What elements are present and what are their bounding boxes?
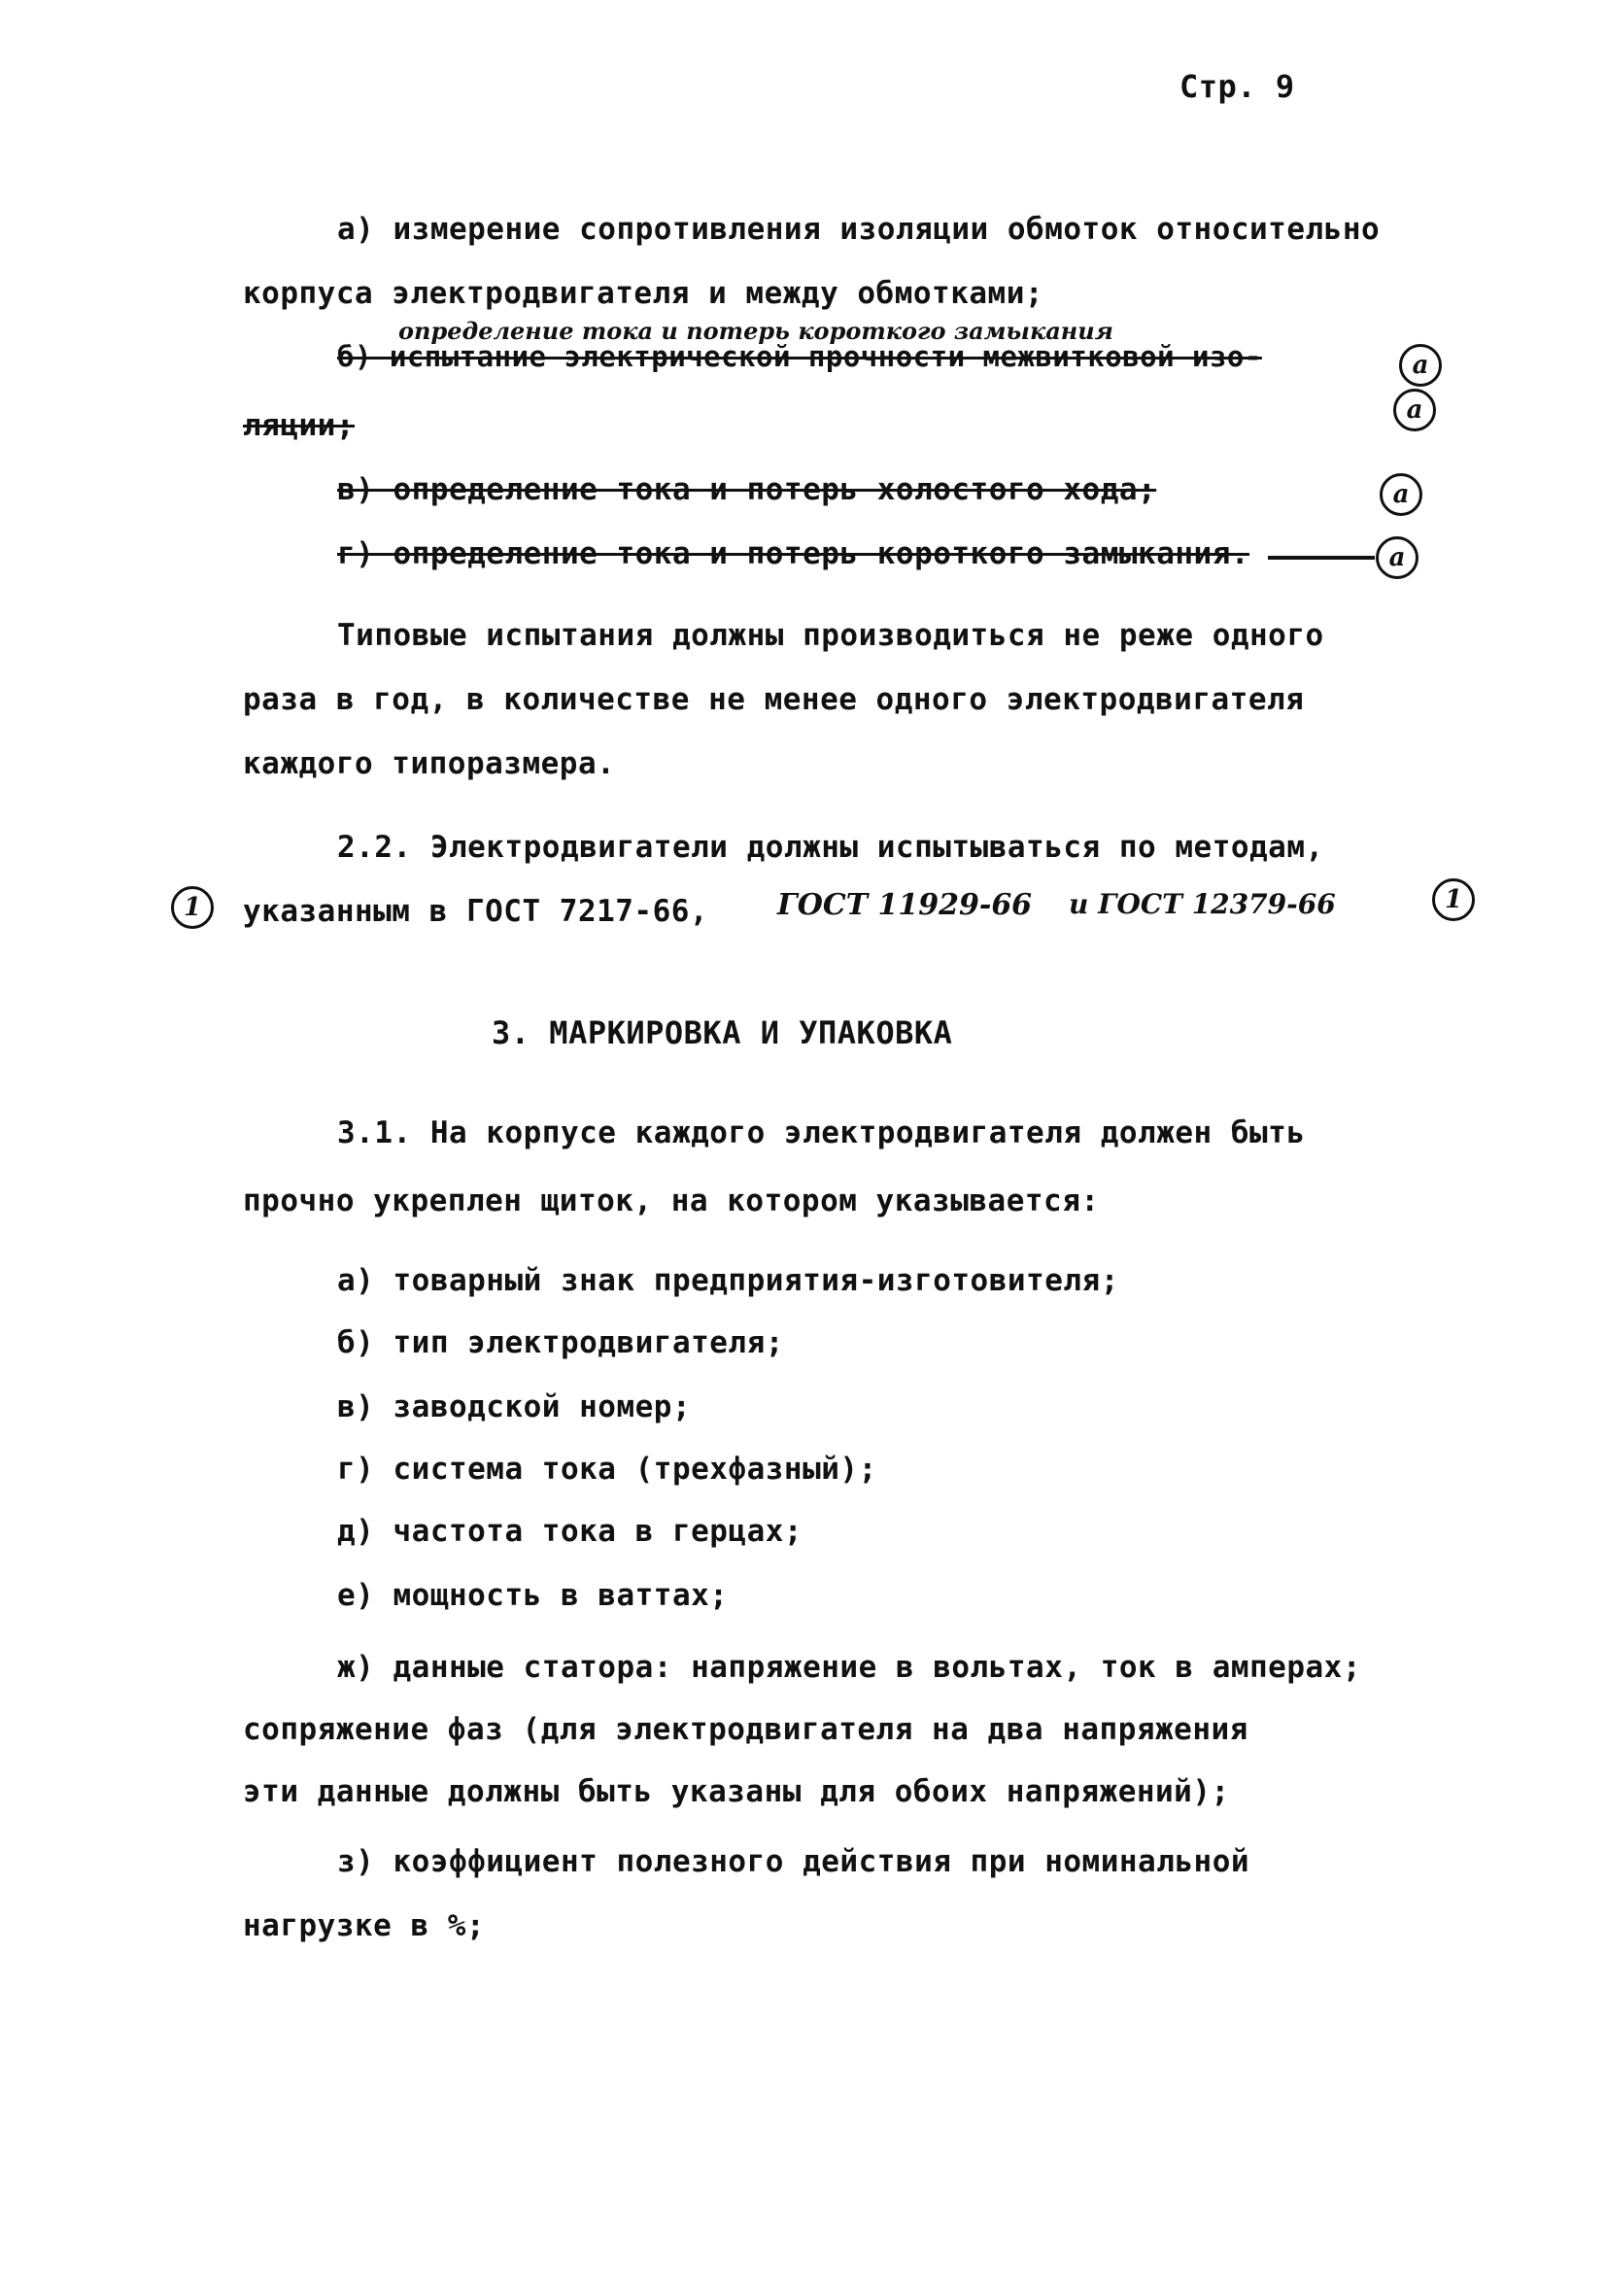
text-line-b1: б) испытание электрической прочности межвитковой изо- <box>337 340 1262 373</box>
text-line-a2: корпуса электродвигателя и между обмотками; <box>243 276 1044 311</box>
circled-mark-icon: a <box>1380 473 1422 516</box>
text-line-3-1-a: 3.1. На корпусе каждого электродвигателя должен быть <box>337 1115 1306 1150</box>
section-heading: 3. МАРКИРОВКА И УПАКОВКА <box>492 1014 953 1051</box>
circled-mark-icon: a <box>1393 389 1436 431</box>
text-line-2-2-b: указанным в ГОСТ 7217-66, <box>243 894 709 929</box>
page-number: Стр. 9 <box>1179 68 1295 105</box>
handwritten-correction-b: определение тока и потерь короткого замыкания <box>398 317 1113 345</box>
strike-extension <box>1268 556 1375 560</box>
circled-mark-icon: a <box>1399 344 1442 387</box>
list-item-z-1: з) коэффициент полезного действия при номинальной <box>337 1844 1250 1879</box>
list-item-zh-1: ж) данные статора: напряжение в вольтах, ток в амперах; <box>337 1650 1361 1685</box>
handwritten-gost-1: ГОСТ 11929-66 <box>777 888 1033 922</box>
handwritten-gost-2: и ГОСТ 12379-66 <box>1069 888 1336 920</box>
list-item-v: в) заводской номер; <box>337 1389 692 1424</box>
list-item-z-2: нагрузке в %; <box>243 1908 486 1943</box>
list-item-b: б) тип электродвигателя; <box>337 1325 784 1360</box>
circled-mark-icon: a <box>1376 536 1418 579</box>
list-item-d: д) частота тока в герцах; <box>337 1514 803 1549</box>
circled-mark-icon: 1 <box>171 886 214 929</box>
text-line-2-2-a: 2.2. Электродвигатели должны испытываться по методам, <box>337 830 1324 865</box>
list-item-zh-3: эти данные должны быть указаны для обоих напряжений); <box>243 1774 1230 1809</box>
list-item-zh-2: сопряжение фаз (для электродвигателя на два напряжения <box>243 1712 1248 1747</box>
list-item-g: г) система тока (трехфазный); <box>337 1452 877 1487</box>
text-line-g: г) определение тока и потерь короткого замыкания. <box>337 536 1250 571</box>
text-line-b2: ляции; <box>243 408 355 443</box>
text-line-typical2: раза в год, в количестве не менее одного электродвигателя <box>243 682 1305 717</box>
circled-mark-icon: 1 <box>1432 878 1475 921</box>
list-item-e: е) мощность в ваттах; <box>337 1578 729 1613</box>
text-line-a1: а) измерение сопротивления изоляции обмоток относительно <box>337 212 1381 247</box>
text-line-typical3: каждого типоразмера. <box>243 746 616 781</box>
text-line-3-1-b: прочно укреплен щиток, на котором указывается: <box>243 1183 1100 1218</box>
text-line-typical1: Типовые испытания должны производиться не реже одного <box>337 618 1324 653</box>
text-line-v: в) определение тока и потерь холостого хода; <box>337 472 1157 507</box>
list-item-a: а) товарный знак предприятия-изготовителя; <box>337 1263 1119 1298</box>
